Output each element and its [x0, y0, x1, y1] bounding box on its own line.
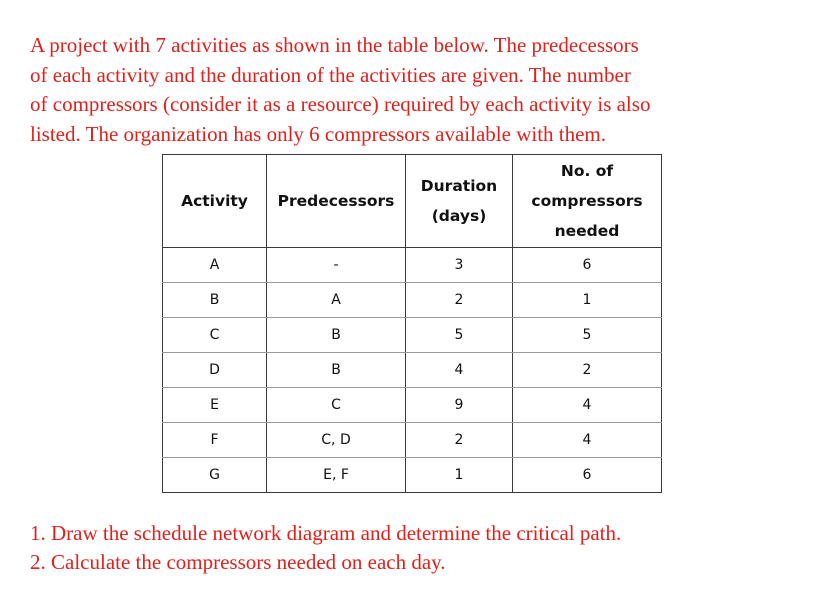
cell-compressors: 2	[513, 353, 662, 388]
table-row	[163, 458, 662, 493]
intro-line: of compressors (consider it as a resource) required by each activity is also	[30, 92, 651, 116]
cell-duration: 3	[406, 248, 513, 283]
cell-predecessors: -	[267, 248, 406, 283]
problem-statement	[30, 31, 800, 149]
cell-predecessors: B	[267, 318, 406, 353]
table-row	[163, 283, 662, 318]
table-row	[163, 423, 662, 458]
table-row	[163, 318, 662, 353]
cell-compressors: 5	[513, 318, 662, 353]
table-row	[163, 353, 662, 388]
cell-activity: A	[163, 248, 267, 283]
cell-duration: 1	[406, 458, 513, 493]
header-compressors: No. of compressors needed	[513, 155, 662, 248]
intro-line: listed. The organization has only 6 compressors available with them.	[30, 121, 607, 146]
table-row	[163, 248, 662, 283]
cell-predecessors: E, F	[267, 458, 406, 493]
header-predecessors: Predecessors	[267, 155, 406, 248]
header-duration: Duration (days)	[406, 155, 513, 248]
cell-compressors: 4	[513, 388, 662, 423]
cell-predecessors: C	[267, 388, 406, 423]
cell-activity: D	[163, 353, 267, 388]
activity-table	[162, 154, 662, 493]
question-2: 2. Calculate the compressors needed on each day.	[30, 550, 446, 574]
header-activity: Activity	[163, 155, 267, 248]
questions	[30, 519, 621, 577]
cell-activity: E	[163, 388, 267, 423]
cell-activity: F	[163, 423, 267, 458]
cell-predecessors: A	[267, 283, 406, 318]
cell-predecessors: C, D	[267, 423, 406, 458]
question-1: 1. Draw the schedule network diagram and determine the critical path.	[30, 521, 622, 545]
cell-compressors: 1	[513, 283, 662, 318]
cell-activity: C	[163, 318, 267, 353]
cell-duration: 2	[406, 423, 513, 458]
cell-duration: 2	[406, 283, 513, 318]
cell-compressors: 4	[513, 423, 662, 458]
cell-activity: B	[163, 283, 267, 318]
cell-compressors: 6	[513, 248, 662, 283]
cell-duration: 5	[406, 318, 513, 353]
intro-line: A project with 7 activities as shown in the table below. The predecessors	[30, 33, 639, 57]
intro-line: of each activity and the duration of the activities are given. The number	[30, 62, 631, 87]
cell-duration: 4	[406, 353, 513, 388]
cell-predecessors: B	[267, 353, 406, 388]
cell-duration: 9	[406, 388, 513, 423]
table-header-row	[163, 155, 662, 248]
table-row	[163, 388, 662, 423]
cell-compressors: 6	[513, 458, 662, 493]
cell-activity: G	[163, 458, 267, 493]
